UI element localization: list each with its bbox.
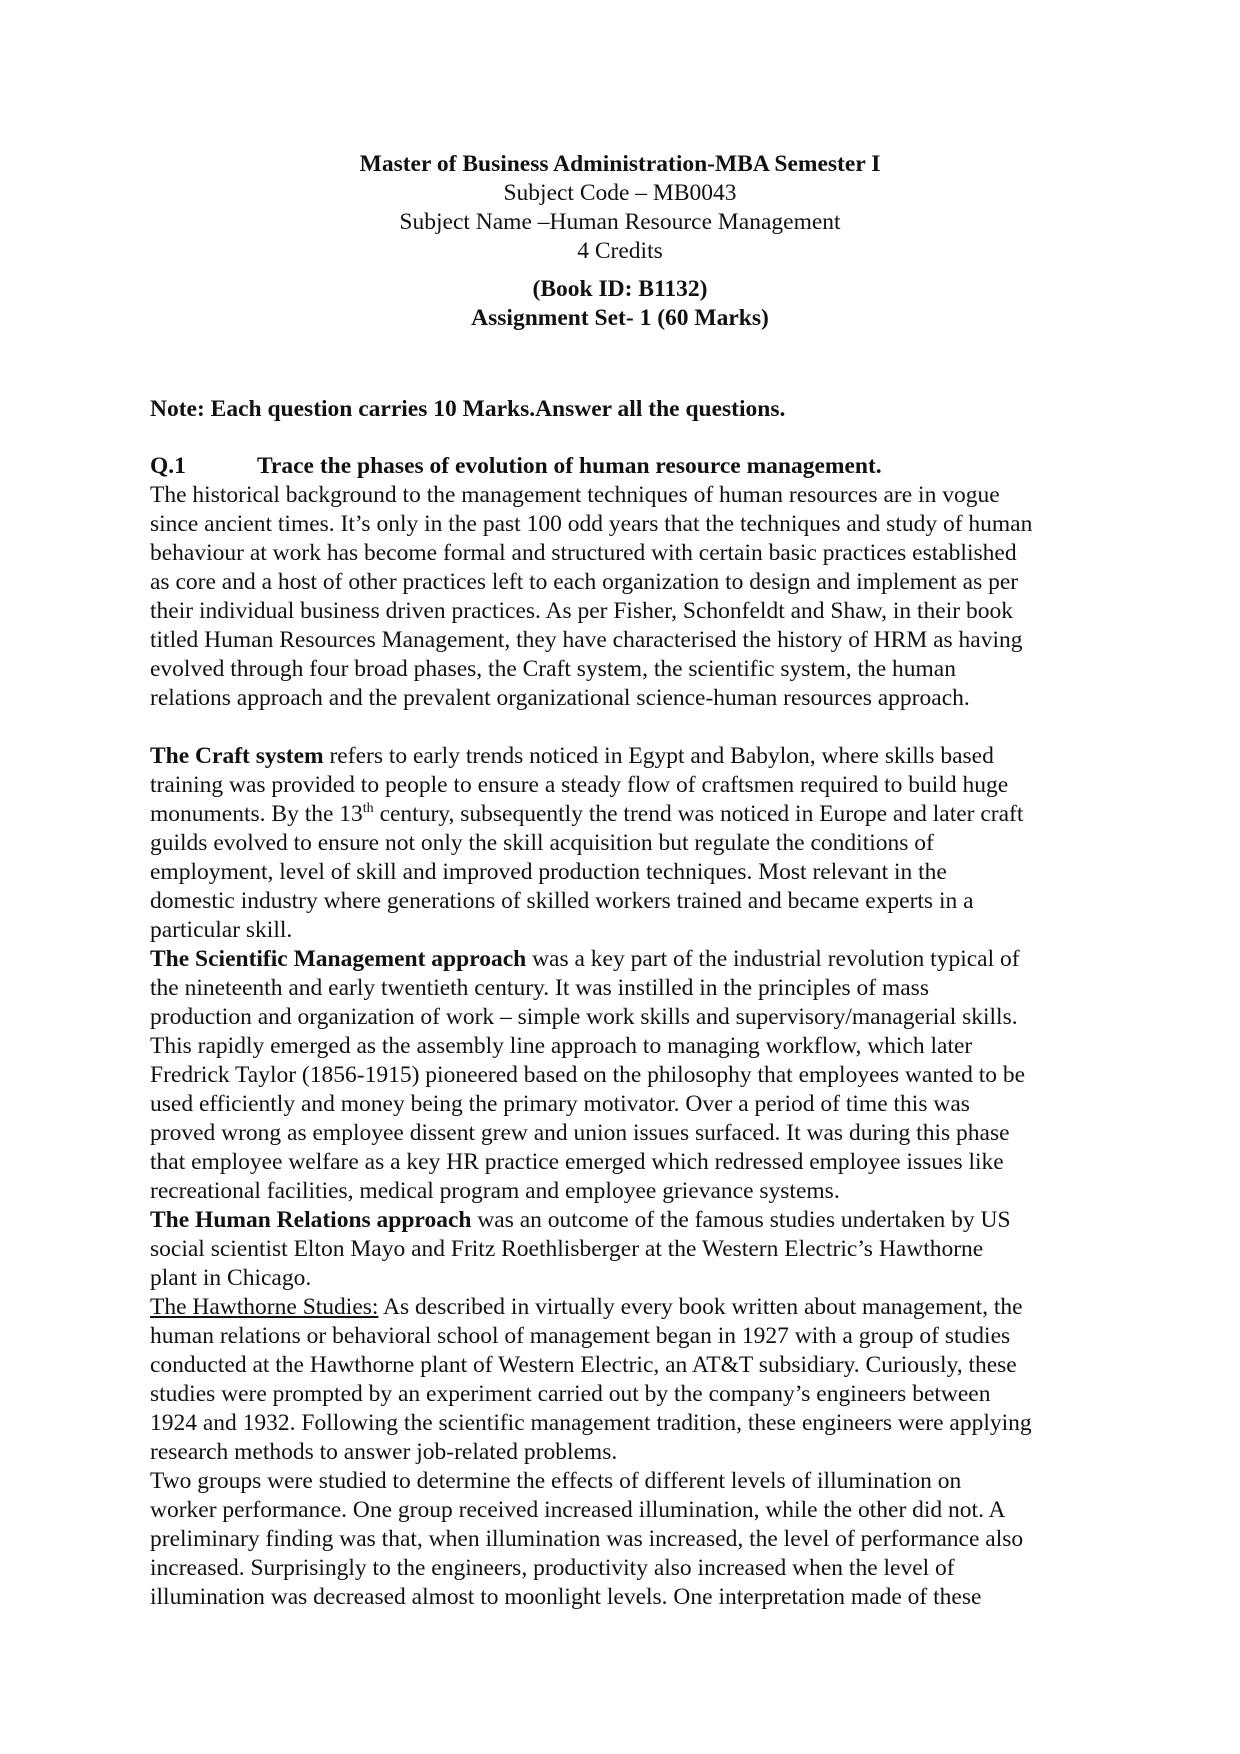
text-line: since ancient times. It’s only in the past 100 odd years that the techniques and study of human bbox=[150, 511, 1033, 537]
text-fragment: refers to early trends noticed in Egypt and Babylon, where skills based bbox=[323, 743, 994, 769]
hawthorne-paragraph-line bbox=[150, 1293, 1090, 1322]
text-line: relations approach and the prevalent organizational science-human resources approach. bbox=[150, 685, 970, 711]
text-line: human relations or behavioral school of management began in 1927 with a group of studies bbox=[150, 1323, 1011, 1349]
text-line: guilds evolved to ensure not only the skill acquisition but regulate the conditions of bbox=[150, 830, 934, 856]
human-relations-paragraph-line bbox=[150, 1206, 1090, 1235]
text-line: proved wrong as employee dissent grew and union issues surfaced. It was during this phase bbox=[150, 1120, 1010, 1146]
document-header bbox=[150, 150, 1090, 333]
text-line: illumination was decreased almost to moonlight levels. One interpretation made of these bbox=[150, 1584, 982, 1610]
text-line: employment, level of skill and improved production techniques. Most relevant in the bbox=[150, 859, 947, 885]
text-line: the nineteenth and early twentieth century. It was instilled in the principles of mass bbox=[150, 975, 929, 1001]
text-line: behaviour at work has become formal and structured with certain basic practices established bbox=[150, 540, 1017, 566]
assignment-set: Assignment Set- 1 (60 Marks) bbox=[471, 305, 769, 331]
craft-heading: The Craft system bbox=[150, 743, 324, 769]
program-title: Master of Business Administration-MBA Semester I bbox=[359, 151, 881, 177]
scientific-heading: The Scientific Management approach bbox=[150, 946, 527, 972]
text-line: particular skill. bbox=[150, 917, 293, 943]
text-fragment: was an outcome of the famous studies undertaken by US bbox=[471, 1207, 1011, 1233]
text-line: conducted at the Hawthorne plant of Western Electric, an AT&T subsidiary. Curiously, these bbox=[150, 1352, 1017, 1378]
text-fragment: As described in virtually every book written about management, the bbox=[378, 1294, 1023, 1320]
text-line: their individual business driven practices. As per Fisher, Schonfeldt and Shaw, in their book bbox=[150, 598, 1013, 624]
text-line: evolved through four broad phases, the Craft system, the scientific system, the human bbox=[150, 656, 956, 682]
subject-name: Subject Name –Human Resource Management bbox=[399, 209, 841, 235]
text-line: that employee welfare as a key HR practice emerged which redressed employee issues like bbox=[150, 1149, 1004, 1175]
text-line: domestic industry where generations of skilled workers trained and became experts in a bbox=[150, 888, 974, 914]
hawthorne-heading: The Hawthorne Studies: bbox=[150, 1294, 379, 1320]
text-line: increased. Surprisingly to the engineers, productivity also increased when the level of bbox=[150, 1555, 955, 1581]
text-line: social scientist Elton Mayo and Fritz Roethlisberger at the Western Electric’s Hawthorne bbox=[150, 1236, 984, 1262]
credits: 4 Credits bbox=[577, 238, 663, 264]
question-heading bbox=[150, 452, 882, 481]
text-line: titled Human Resources Management, they have characterised the history of HRM as having bbox=[150, 627, 1023, 653]
question-number: Q.1 bbox=[150, 453, 186, 479]
text-line: Two groups were studied to determine the effects of different levels of illumination on bbox=[150, 1468, 962, 1494]
text-line: research methods to answer job-related problems. bbox=[150, 1439, 618, 1465]
intro-paragraph bbox=[150, 481, 1090, 713]
text-line: production and organization of work – simple work skills and supervisory/managerial skills. bbox=[150, 1004, 1018, 1030]
text-line: recreational facilities, medical program and employee grievance systems. bbox=[150, 1178, 840, 1204]
text-line: This rapidly emerged as the assembly line approach to managing workflow, which later bbox=[150, 1033, 973, 1059]
subject-code: Subject Code – MB0043 bbox=[503, 180, 737, 206]
scientific-paragraph-line bbox=[150, 945, 1090, 974]
text-line bbox=[150, 800, 1090, 829]
instructions-note: Note: Each question carries 10 Marks.Answer all the questions. bbox=[150, 396, 786, 422]
text-line: plant in Chicago. bbox=[150, 1265, 312, 1291]
text-line: training was provided to people to ensure a steady flow of craftsmen required to build huge bbox=[150, 772, 1009, 798]
text-line: Fredrick Taylor (1856-1915) pioneered based on the philosophy that employees wanted to be bbox=[150, 1062, 1026, 1088]
phases-section bbox=[150, 742, 1090, 1612]
text-line: used efficiently and money being the primary motivator. Over a period of time this was bbox=[150, 1091, 970, 1117]
text-line: as core and a host of other practices left to each organization to design and implement as per bbox=[150, 569, 1019, 595]
text-line: preliminary finding was that, when illumination was increased, the level of performance also bbox=[150, 1526, 1024, 1552]
superscript: th bbox=[362, 801, 374, 817]
text-line: 1924 and 1932. Following the scientific management tradition, these engineers were applying bbox=[150, 1410, 1032, 1436]
text-line: worker performance. One group received increased illumination, while the other did not. A bbox=[150, 1497, 1006, 1523]
question-title: Trace the phases of evolution of human resource management. bbox=[257, 453, 882, 479]
text-fragment: century, subsequently the trend was noticed in Europe and later craft bbox=[373, 801, 1024, 827]
human-relations-heading: The Human Relations approach bbox=[150, 1207, 472, 1233]
text-fragment: was a key part of the industrial revolution typical of bbox=[526, 946, 1020, 972]
text-line: studies were prompted by an experiment carried out by the company’s engineers between bbox=[150, 1381, 991, 1407]
book-id: (Book ID: B1132) bbox=[532, 276, 708, 302]
text-line: The historical background to the management techniques of human resources are in vogue bbox=[150, 482, 1000, 508]
craft-paragraph-line bbox=[150, 742, 1090, 771]
text-fragment: monuments. By the 13 bbox=[150, 801, 363, 827]
